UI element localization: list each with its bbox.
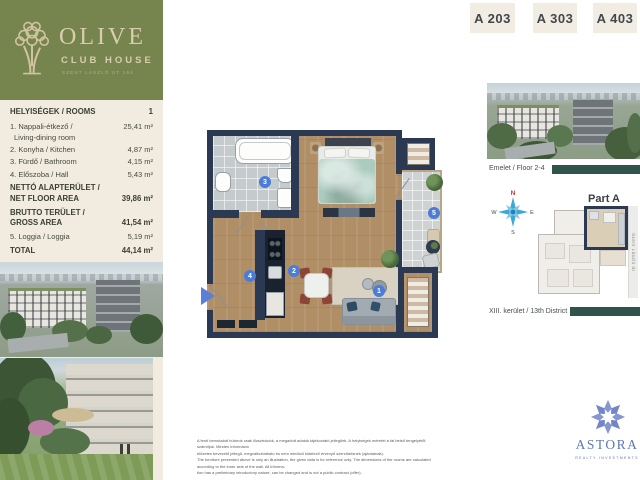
green-bar (570, 307, 640, 316)
entrance-arrow-icon (201, 287, 215, 305)
person-figure (120, 444, 123, 454)
sofa-cushion (346, 301, 357, 312)
sofa-cushion (370, 301, 381, 312)
brand-address: SZENT LÁSZLÓ ÚT 164 (62, 70, 134, 75)
disclaimer-line: tion has a preliminary introductory nature, can be changed and is not a public contract (offer). (197, 469, 362, 475)
district-caption: XIII. kerület / 13th District (489, 308, 568, 315)
pillow (324, 147, 346, 158)
cooktop (268, 238, 282, 260)
row-label: 1. Nappali-étkező / (10, 122, 73, 132)
street-label: Szent László út (631, 232, 636, 272)
tree (487, 123, 517, 149)
disclaimer-line: A fenti bemutatott bútorok csak illusztrációk, a megadott adatok tájékoztató jellegűek. A helyiségek méretét a fal belső tengelyétől számítjuk. Minden információ (197, 438, 426, 450)
gross-area-label: BRUTTO TERÜLET / GROSS AREA (10, 207, 85, 227)
brand-subtitle: CLUB HOUSE (61, 55, 154, 66)
key-plan-unit (573, 269, 593, 287)
brand-header (0, 0, 163, 100)
garden-courtyard-photo (0, 358, 153, 480)
net-area-value: 39,86 m² (121, 193, 153, 203)
bed-blanket (319, 159, 375, 203)
kitchen-sink (268, 266, 282, 279)
unit-badge-a403[interactable]: A 403 (593, 3, 637, 33)
bathtub (235, 138, 295, 164)
total-row (10, 246, 153, 256)
row-label: 5. Loggia / Loggia (10, 231, 70, 241)
parasol (52, 408, 94, 422)
table-row (10, 145, 153, 155)
person-figure (127, 444, 130, 454)
bathroom-wall (291, 136, 299, 218)
olive-tree-logo-icon (6, 16, 58, 76)
table-row (10, 157, 153, 167)
row-value: 5,19 m² (127, 231, 153, 241)
room-table-header (10, 107, 153, 117)
room-table (10, 107, 153, 258)
compass-east-label: E (530, 210, 534, 216)
bathroom-wall (261, 210, 299, 218)
room-label-hall: 4 (244, 270, 256, 282)
row-label: 4. Előszoba / Hall (10, 169, 69, 179)
gross-area-row (10, 208, 153, 228)
key-plan-unit (547, 269, 569, 287)
key-plan-loggia (618, 213, 625, 245)
floor-caption: Emelet / Floor 2-4 (489, 165, 545, 172)
building-aerial-photo (0, 262, 163, 357)
row-label: 3. Fürdő / Bathroom (10, 157, 77, 167)
net-area-label: NETTÓ ALAPTERÜLET / NET FLOOR AREA (10, 183, 100, 203)
tree (86, 326, 112, 344)
tree (130, 314, 163, 344)
tv-bench (323, 208, 375, 217)
disclaimer-line: The furniture presented above is only an illustration, the given data is for reference only. The dimensions of the rooms are calculated according to the inner axis of the wall. All informa- (197, 457, 431, 469)
lawn (0, 454, 153, 480)
table-row (10, 170, 153, 180)
left-sidebar (0, 0, 163, 480)
dining-table (304, 273, 329, 298)
sink (215, 172, 231, 192)
unit-badge-a203[interactable]: A 203 (470, 3, 515, 33)
gross-area-value: 41,54 m² (121, 217, 153, 227)
compass-icon (490, 188, 536, 236)
partition-wall (255, 230, 265, 320)
room-table-header-value: 1 (148, 107, 153, 116)
compass-south-label: S (511, 230, 515, 236)
astora-tagline: REALTY INVESTMENTS (575, 456, 639, 460)
room-label-kitchen: 2 (288, 265, 300, 277)
astora-brand-name: ASTORA (575, 437, 639, 452)
key-plan-bath (589, 211, 599, 220)
green-bar (552, 165, 640, 174)
astora-star-icon (589, 398, 627, 436)
part-label: Part A (588, 193, 620, 205)
key-plan-terrace (600, 250, 626, 266)
room-table-header-label: HELYISÉGEK / ROOMS (10, 107, 96, 116)
plant (381, 250, 399, 268)
wardrobe (407, 143, 430, 165)
disclaimer-line: előzetes bevezető jellegű, megváltoztatható és nem minősül kötelező érvényű szerződésnek (ajánlatnak). (197, 450, 384, 456)
loggia-table (426, 240, 440, 254)
floor-plan (205, 126, 458, 342)
floor-level-photo (487, 83, 640, 159)
brand-name: OLIVE (59, 24, 146, 50)
compass-north-label: N (510, 190, 516, 197)
row-value: 25,41 m² (123, 122, 153, 132)
flowering-shrub (28, 420, 54, 436)
wardrobe (407, 277, 429, 327)
row-label: 2. Konyha / Kitchen (10, 145, 76, 155)
legal-disclaimer (197, 438, 443, 476)
kitchen-cabinet (266, 292, 284, 316)
doormat (217, 320, 235, 328)
total-label: TOTAL (10, 245, 36, 255)
total-value: 44,14 m² (121, 245, 153, 255)
room-label-living: 1 (373, 285, 385, 297)
key-plan-highlighted-unit (584, 206, 628, 250)
key-plan-bed (603, 212, 616, 223)
row-value: 4,15 m² (127, 157, 153, 167)
room-label-bathroom: 3 (259, 176, 271, 188)
row-value: 4,87 m² (127, 145, 153, 155)
doormat (239, 320, 257, 328)
compass-west-label: W (491, 210, 497, 216)
room-label-loggia: 5 (428, 207, 440, 219)
bathroom-wall (213, 210, 239, 218)
key-plan-unit (545, 243, 565, 259)
row-value: 5,43 m² (127, 169, 153, 179)
street-strip (628, 206, 638, 298)
tree (627, 113, 640, 153)
unit-badge-a303[interactable]: A 303 (533, 3, 577, 33)
loggia-row (10, 232, 153, 242)
bathtub-rim (239, 142, 291, 160)
table-row (10, 122, 153, 132)
loggia-plant (426, 174, 443, 191)
net-area-row (10, 183, 153, 203)
site-key-plan (538, 206, 630, 298)
pillow (348, 147, 370, 158)
city-skyline (487, 93, 640, 100)
row-label-line2: Living-dining room (14, 132, 76, 142)
